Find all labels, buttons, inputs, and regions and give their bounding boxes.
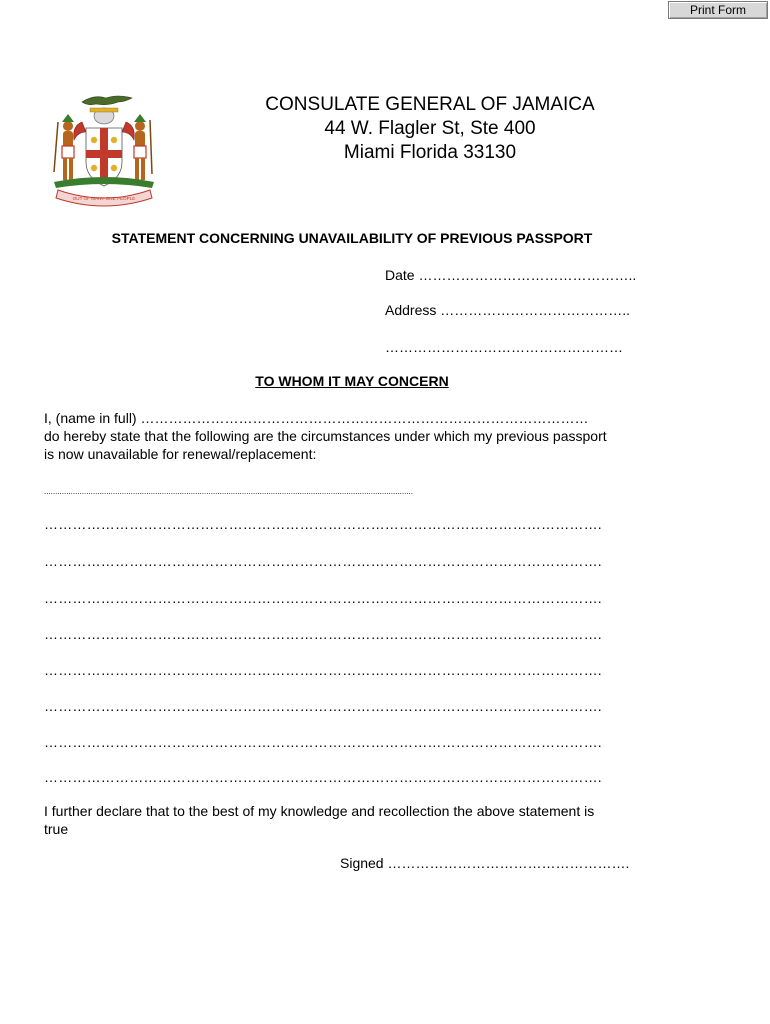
statement-line-1: do hereby state that the following are the circumstances under which my previous passport: [44, 428, 607, 444]
signature-field[interactable]: Signed …………………………………………….: [340, 855, 630, 871]
consulate-header: [230, 93, 630, 165]
name-in-full-field[interactable]: I, (name in full) ……………………………………………………………………………………: [44, 410, 589, 426]
circumstance-fine-line[interactable]: ......................................................................................................................................................................: [44, 487, 413, 496]
date-field[interactable]: Date ………………………………………..: [385, 267, 637, 283]
crest-supporter-left: [54, 114, 74, 180]
jamaica-coat-of-arms: [44, 92, 164, 210]
consulate-address-line2: Miami Florida 33130: [343, 142, 517, 163]
circumstance-line[interactable]: ……………………………………………………………………………………………………….: [44, 769, 602, 785]
crest-supporter-right: [134, 114, 152, 180]
statement-line-2: is now unavailable for renewal/replacement:: [44, 446, 317, 462]
print-form-button[interactable]: Print Form: [668, 1, 768, 19]
circumstance-line[interactable]: ……………………………………………………………………………………………………….: [44, 734, 602, 750]
address-field[interactable]: Address …………………………………..: [385, 302, 631, 318]
address-line2-field[interactable]: ……………………………………………: [385, 339, 623, 355]
circumstance-line[interactable]: ……………………………………………………………………………………………………….: [44, 698, 602, 714]
circumstance-line[interactable]: ……………………………………………………………………………………………………….: [44, 626, 602, 642]
circumstance-line[interactable]: ……………………………………………………………………………………………………….: [44, 590, 602, 606]
circumstance-line[interactable]: ……………………………………………………………………………………………………….: [44, 516, 602, 532]
form-title: STATEMENT CONCERNING UNAVAILABILITY OF PREVIOUS PASSPORT: [111, 230, 593, 246]
crest-cross-horizontal: [86, 150, 122, 158]
circumstance-line[interactable]: ……………………………………………………………………………………………………….: [44, 553, 602, 569]
crest-wreath: [90, 108, 118, 112]
salutation-heading: TO WHOM IT MAY CONCERN: [255, 373, 449, 389]
crest-motto-text: OUT OF MANY ONE PEOPLE: [72, 196, 136, 201]
consulate-title: CONSULATE GENERAL OF JAMAICA: [265, 94, 595, 115]
declaration-line-2: true: [44, 821, 69, 837]
consulate-address-line1: 44 W. Flagler St, Ste 400: [324, 118, 536, 139]
declaration-line-1: I further declare that to the best of my knowledge and recollection the above statement is: [44, 803, 595, 819]
crest-crocodile: [82, 96, 132, 105]
circumstance-line[interactable]: ……………………………………………………………………………………………………….: [44, 662, 602, 678]
